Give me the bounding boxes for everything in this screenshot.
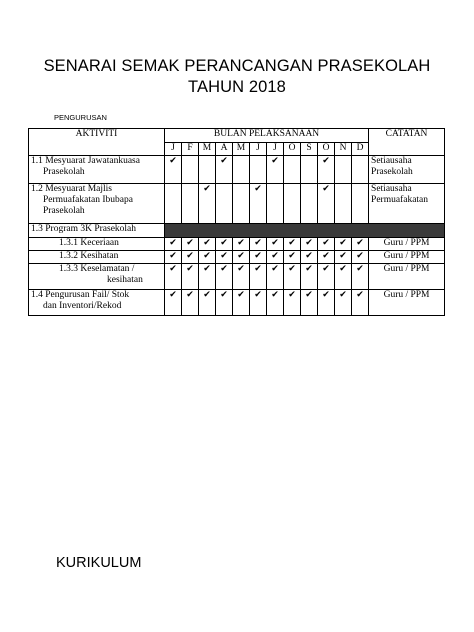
notes-text: Permuafakatan bbox=[371, 195, 429, 205]
notes-cell bbox=[369, 238, 445, 251]
empty-cell bbox=[165, 184, 182, 224]
check-icon: ✔ bbox=[165, 290, 182, 316]
empty-cell bbox=[216, 184, 233, 224]
activity-text: Prasekolah bbox=[43, 206, 85, 216]
empty-cell bbox=[233, 184, 250, 224]
month-header: J bbox=[267, 143, 284, 156]
check-icon: ✔ bbox=[182, 238, 199, 251]
empty-cell bbox=[352, 184, 369, 224]
document-title bbox=[0, 56, 474, 98]
activity-text: 1.4 Pengurusan Fail/ Stok bbox=[31, 290, 130, 300]
check-icon: ✔ bbox=[335, 251, 352, 264]
check-icon: ✔ bbox=[216, 251, 233, 264]
check-icon: ✔ bbox=[199, 290, 216, 316]
empty-cell bbox=[301, 184, 318, 224]
check-icon: ✔ bbox=[318, 290, 335, 316]
check-icon: ✔ bbox=[250, 264, 267, 290]
check-icon: ✔ bbox=[267, 290, 284, 316]
check-icon: ✔ bbox=[335, 238, 352, 251]
month-header: D bbox=[352, 143, 369, 156]
activity-text: 1.1 Mesyuarat Jawatankuasa bbox=[31, 156, 140, 166]
title-line-1: SENARAI SEMAK PERANCANGAN PRASEKOLAH bbox=[43, 57, 431, 75]
empty-cell bbox=[335, 184, 352, 224]
activity-text: 1.3.2 Kesihatan bbox=[59, 251, 119, 261]
table-row bbox=[29, 224, 445, 238]
activity-text: 1.2 Mesyuarat Majlis bbox=[31, 184, 113, 194]
check-icon: ✔ bbox=[267, 251, 284, 264]
activity-cell bbox=[29, 251, 165, 264]
notes-cell bbox=[369, 264, 445, 290]
footer-section-label: KURIKULUM bbox=[56, 555, 142, 571]
activity-text: Prasekolah bbox=[43, 167, 85, 177]
month-header: O bbox=[318, 143, 335, 156]
activity-text: dan Inventori/Rekod bbox=[43, 301, 122, 311]
header-activity: AKTIVITI bbox=[29, 129, 165, 156]
check-icon: ✔ bbox=[335, 264, 352, 290]
check-icon: ✔ bbox=[352, 238, 369, 251]
notes-cell bbox=[369, 251, 445, 264]
activity-text: 1.3 Program 3K Prasekolah bbox=[31, 224, 137, 234]
check-icon: ✔ bbox=[284, 290, 301, 316]
check-icon: ✔ bbox=[216, 290, 233, 316]
check-icon: ✔ bbox=[165, 264, 182, 290]
check-icon: ✔ bbox=[301, 264, 318, 290]
month-header: J bbox=[165, 143, 182, 156]
empty-cell bbox=[199, 156, 216, 184]
section-label: PENGURUSAN bbox=[54, 113, 107, 122]
check-icon: ✔ bbox=[267, 238, 284, 251]
month-header: N bbox=[335, 143, 352, 156]
notes-cell bbox=[369, 290, 445, 316]
empty-cell bbox=[284, 156, 301, 184]
activity-cell bbox=[29, 156, 165, 184]
notes-text: Prasekolah bbox=[371, 167, 413, 177]
check-icon: ✔ bbox=[233, 238, 250, 251]
notes-text: Guru / PPM bbox=[383, 290, 430, 300]
check-icon: ✔ bbox=[318, 184, 335, 224]
activity-text: 1.3.3 Keselamatan / bbox=[59, 264, 135, 274]
check-icon: ✔ bbox=[352, 290, 369, 316]
notes-text: Setiausaha bbox=[371, 184, 412, 194]
month-header: J bbox=[250, 143, 267, 156]
check-icon: ✔ bbox=[182, 264, 199, 290]
notes-text: Guru / PPM bbox=[383, 238, 430, 248]
check-icon: ✔ bbox=[267, 264, 284, 290]
table-row bbox=[29, 238, 445, 251]
activity-text: 1.3.1 Keceriaan bbox=[59, 238, 119, 248]
check-icon: ✔ bbox=[335, 290, 352, 316]
month-header: A bbox=[216, 143, 233, 156]
check-icon: ✔ bbox=[250, 238, 267, 251]
check-icon: ✔ bbox=[301, 238, 318, 251]
activity-cell bbox=[29, 238, 165, 251]
month-header: S bbox=[301, 143, 318, 156]
check-icon: ✔ bbox=[284, 264, 301, 290]
schedule-table bbox=[28, 128, 445, 316]
check-icon: ✔ bbox=[216, 156, 233, 184]
empty-cell bbox=[250, 156, 267, 184]
check-icon: ✔ bbox=[352, 264, 369, 290]
month-header: M bbox=[199, 143, 216, 156]
empty-cell bbox=[182, 156, 199, 184]
activity-text: Permuafakatan Ibubapa bbox=[43, 195, 133, 205]
table-row bbox=[29, 156, 445, 184]
check-icon: ✔ bbox=[352, 251, 369, 264]
check-icon: ✔ bbox=[250, 184, 267, 224]
notes-cell bbox=[369, 184, 445, 224]
check-icon: ✔ bbox=[165, 251, 182, 264]
activity-cell bbox=[29, 264, 165, 290]
empty-cell bbox=[182, 184, 199, 224]
check-icon: ✔ bbox=[250, 290, 267, 316]
check-icon: ✔ bbox=[199, 184, 216, 224]
check-icon: ✔ bbox=[301, 251, 318, 264]
table-row bbox=[29, 251, 445, 264]
check-icon: ✔ bbox=[284, 238, 301, 251]
month-header: F bbox=[182, 143, 199, 156]
check-icon: ✔ bbox=[301, 290, 318, 316]
shaded-band bbox=[165, 224, 445, 238]
empty-cell bbox=[267, 184, 284, 224]
title-line-2: TAHUN 2018 bbox=[188, 78, 286, 96]
empty-cell bbox=[352, 156, 369, 184]
month-header: O bbox=[284, 143, 301, 156]
check-icon: ✔ bbox=[199, 264, 216, 290]
empty-cell bbox=[301, 156, 318, 184]
activity-cell bbox=[29, 184, 165, 224]
check-icon: ✔ bbox=[199, 238, 216, 251]
check-icon: ✔ bbox=[233, 264, 250, 290]
notes-text: Guru / PPM bbox=[383, 264, 430, 274]
check-icon: ✔ bbox=[318, 238, 335, 251]
notes-text: Setiausaha bbox=[371, 156, 412, 166]
empty-cell bbox=[335, 156, 352, 184]
check-icon: ✔ bbox=[318, 251, 335, 264]
check-icon: ✔ bbox=[182, 290, 199, 316]
check-icon: ✔ bbox=[165, 238, 182, 251]
notes-text: Guru / PPM bbox=[383, 251, 430, 261]
check-icon: ✔ bbox=[250, 251, 267, 264]
check-icon: ✔ bbox=[233, 290, 250, 316]
activity-text: kesihatan bbox=[107, 275, 143, 285]
check-icon: ✔ bbox=[267, 156, 284, 184]
check-icon: ✔ bbox=[216, 238, 233, 251]
month-header: M bbox=[233, 143, 250, 156]
check-icon: ✔ bbox=[182, 251, 199, 264]
check-icon: ✔ bbox=[284, 251, 301, 264]
table-row bbox=[29, 290, 445, 316]
empty-cell bbox=[233, 156, 250, 184]
check-icon: ✔ bbox=[318, 156, 335, 184]
check-icon: ✔ bbox=[199, 251, 216, 264]
notes-cell bbox=[369, 156, 445, 184]
table-row bbox=[29, 184, 445, 224]
table-row bbox=[29, 264, 445, 290]
check-icon: ✔ bbox=[165, 156, 182, 184]
header-notes: CATATAN bbox=[369, 129, 445, 156]
activity-cell bbox=[29, 290, 165, 316]
check-icon: ✔ bbox=[318, 264, 335, 290]
header-months-group: BULAN PELAKSANAAN bbox=[165, 129, 369, 143]
empty-cell bbox=[284, 184, 301, 224]
activity-cell bbox=[29, 224, 165, 238]
check-icon: ✔ bbox=[216, 264, 233, 290]
check-icon: ✔ bbox=[233, 251, 250, 264]
